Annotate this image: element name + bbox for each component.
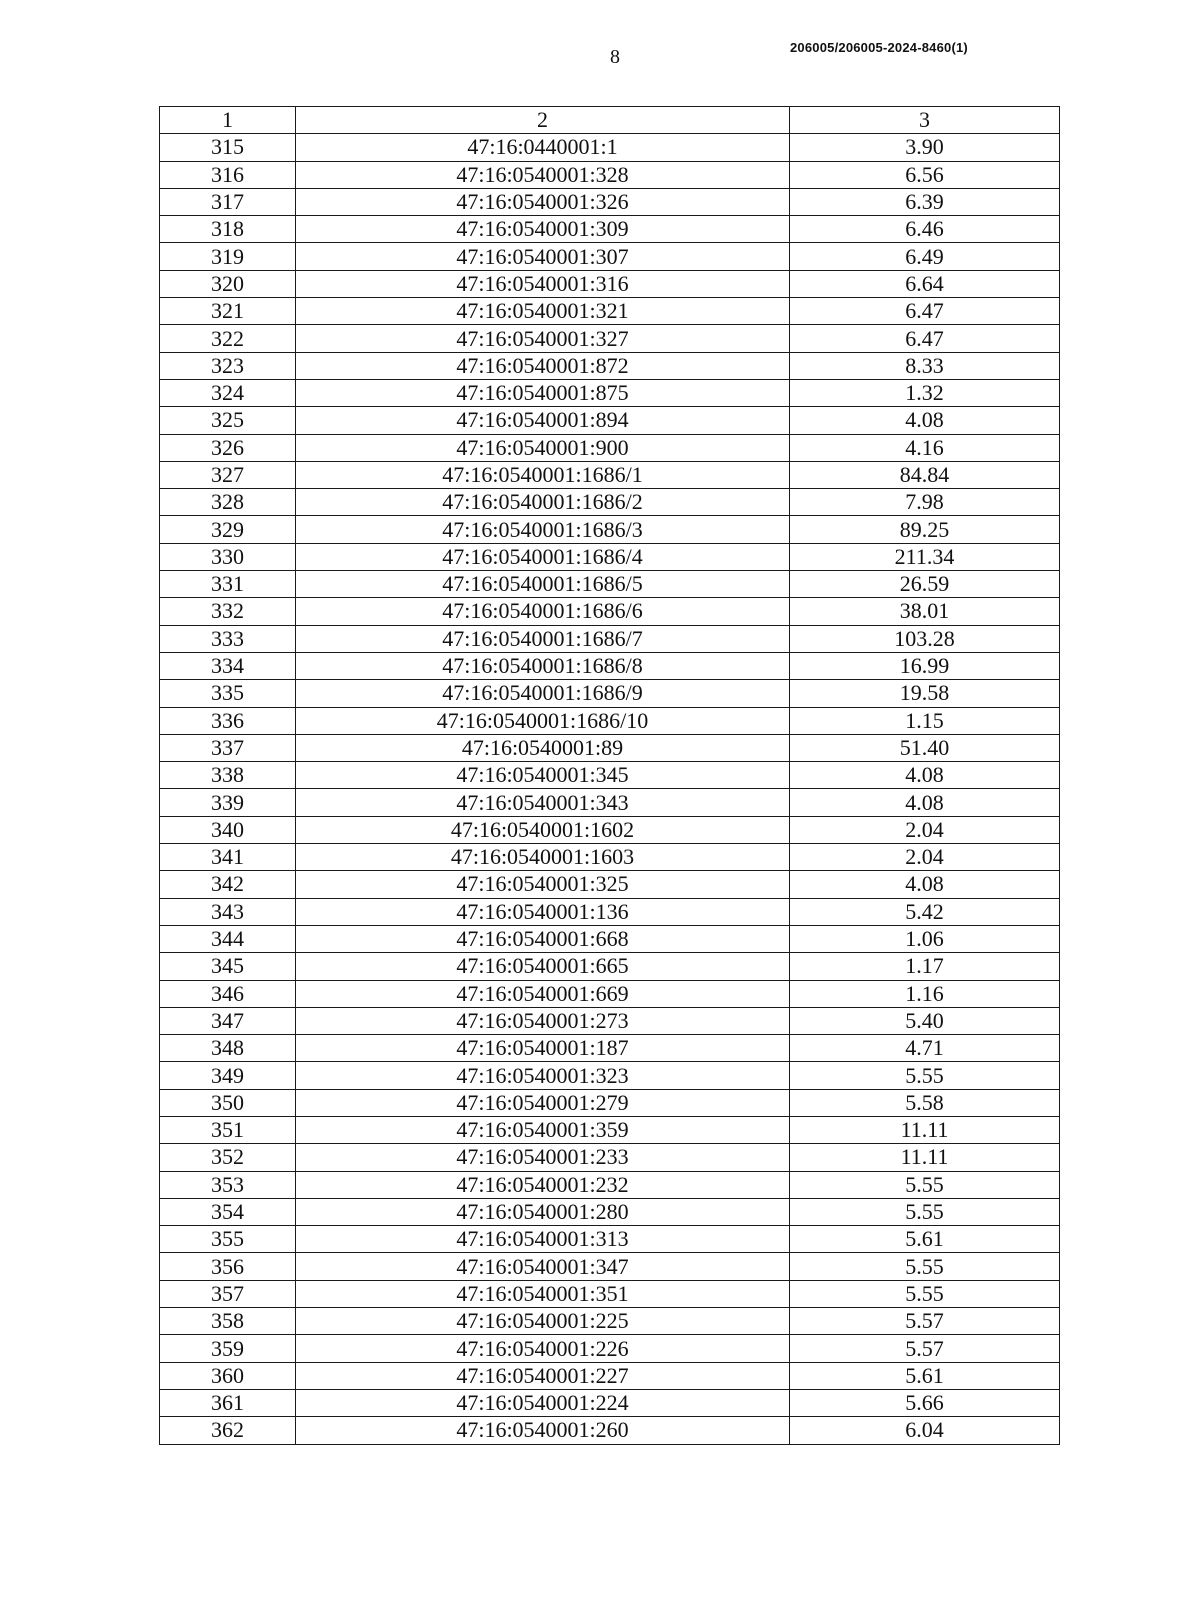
cadastral-number-cell: 47:16:0540001:1686/9 xyxy=(296,680,790,707)
row-number-cell: 317 xyxy=(160,188,296,215)
table-row xyxy=(160,707,1060,734)
cadastral-number-cell: 47:16:0540001:669 xyxy=(296,980,790,1007)
row-number-cell: 354 xyxy=(160,1198,296,1225)
row-number-cell: 319 xyxy=(160,243,296,270)
row-number-cell: 316 xyxy=(160,161,296,188)
table-row xyxy=(160,980,1060,1007)
row-number-cell: 350 xyxy=(160,1089,296,1116)
page-number: 8 xyxy=(610,46,620,68)
cadastral-number-cell: 47:16:0540001:327 xyxy=(296,325,790,352)
row-number-cell: 345 xyxy=(160,953,296,980)
cadastral-number-cell: 47:16:0540001:273 xyxy=(296,1007,790,1034)
table-row xyxy=(160,871,1060,898)
value-cell: 6.47 xyxy=(790,325,1060,352)
row-number-cell: 343 xyxy=(160,898,296,925)
cadastral-number-cell: 47:16:0540001:279 xyxy=(296,1089,790,1116)
value-cell: 6.47 xyxy=(790,298,1060,325)
table-row xyxy=(160,1335,1060,1362)
cadastral-number-cell: 47:16:0540001:321 xyxy=(296,298,790,325)
row-number-cell: 320 xyxy=(160,270,296,297)
row-number-cell: 323 xyxy=(160,352,296,379)
table-row xyxy=(160,461,1060,488)
table-row xyxy=(160,1198,1060,1225)
table-row xyxy=(160,379,1060,406)
value-cell: 2.04 xyxy=(790,844,1060,871)
cadastral-number-cell: 47:16:0540001:323 xyxy=(296,1062,790,1089)
table-row xyxy=(160,407,1060,434)
row-number-cell: 352 xyxy=(160,1144,296,1171)
table-row xyxy=(160,762,1060,789)
value-cell: 26.59 xyxy=(790,571,1060,598)
table-row xyxy=(160,1089,1060,1116)
table-body xyxy=(160,134,1060,1444)
value-cell: 5.61 xyxy=(790,1362,1060,1389)
row-number-cell: 326 xyxy=(160,434,296,461)
cadastral-number-cell: 47:16:0540001:1603 xyxy=(296,844,790,871)
cadastral-number-cell: 47:16:0540001:1686/10 xyxy=(296,707,790,734)
table-row xyxy=(160,571,1060,598)
value-cell: 5.55 xyxy=(790,1253,1060,1280)
value-cell: 6.56 xyxy=(790,161,1060,188)
value-cell: 4.08 xyxy=(790,871,1060,898)
cadastral-number-cell: 47:16:0540001:665 xyxy=(296,953,790,980)
table-row xyxy=(160,652,1060,679)
value-cell: 5.58 xyxy=(790,1089,1060,1116)
value-cell: 19.58 xyxy=(790,680,1060,707)
value-cell: 5.55 xyxy=(790,1198,1060,1225)
table-row xyxy=(160,680,1060,707)
table-row xyxy=(160,1362,1060,1389)
value-cell: 1.17 xyxy=(790,953,1060,980)
cadastral-number-cell: 47:16:0540001:1686/1 xyxy=(296,461,790,488)
table-header xyxy=(160,107,1060,134)
cadastral-number-cell: 47:16:0540001:260 xyxy=(296,1417,790,1444)
value-cell: 8.33 xyxy=(790,352,1060,379)
table-row xyxy=(160,1007,1060,1034)
cadastral-number-cell: 47:16:0540001:343 xyxy=(296,789,790,816)
row-number-cell: 341 xyxy=(160,844,296,871)
row-number-cell: 353 xyxy=(160,1171,296,1198)
value-cell: 5.55 xyxy=(790,1062,1060,1089)
table-row xyxy=(160,1280,1060,1307)
value-cell: 6.46 xyxy=(790,216,1060,243)
cadastral-number-cell: 47:16:0540001:313 xyxy=(296,1226,790,1253)
table-row xyxy=(160,434,1060,461)
cadastral-number-cell: 47:16:0540001:347 xyxy=(296,1253,790,1280)
row-number-cell: 334 xyxy=(160,652,296,679)
cadastral-number-cell: 47:16:0540001:309 xyxy=(296,216,790,243)
table-row xyxy=(160,625,1060,652)
column-header: 2 xyxy=(296,107,790,134)
column-header: 3 xyxy=(790,107,1060,134)
value-cell: 6.04 xyxy=(790,1417,1060,1444)
table-row xyxy=(160,1062,1060,1089)
row-number-cell: 349 xyxy=(160,1062,296,1089)
cadastral-number-cell: 47:16:0540001:351 xyxy=(296,1280,790,1307)
value-cell: 3.90 xyxy=(790,134,1060,161)
table-row xyxy=(160,1144,1060,1171)
row-number-cell: 322 xyxy=(160,325,296,352)
cadastral-number-cell: 47:16:0540001:1686/5 xyxy=(296,571,790,598)
cadastral-number-cell: 47:16:0540001:232 xyxy=(296,1171,790,1198)
table-row xyxy=(160,243,1060,270)
value-cell: 5.61 xyxy=(790,1226,1060,1253)
value-cell: 4.16 xyxy=(790,434,1060,461)
table-row xyxy=(160,543,1060,570)
cadastral-number-cell: 47:16:0540001:875 xyxy=(296,379,790,406)
table-row xyxy=(160,789,1060,816)
cadastral-number-cell: 47:16:0540001:227 xyxy=(296,1362,790,1389)
value-cell: 4.71 xyxy=(790,1035,1060,1062)
row-number-cell: 362 xyxy=(160,1417,296,1444)
value-cell: 51.40 xyxy=(790,734,1060,761)
value-cell: 89.25 xyxy=(790,516,1060,543)
cadastral-number-cell: 47:16:0540001:136 xyxy=(296,898,790,925)
table-row xyxy=(160,188,1060,215)
table-row xyxy=(160,898,1060,925)
table-row xyxy=(160,216,1060,243)
table-row xyxy=(160,1035,1060,1062)
row-number-cell: 342 xyxy=(160,871,296,898)
row-number-cell: 347 xyxy=(160,1007,296,1034)
table-row xyxy=(160,953,1060,980)
row-number-cell: 318 xyxy=(160,216,296,243)
value-cell: 1.32 xyxy=(790,379,1060,406)
cadastral-number-cell: 47:16:0540001:316 xyxy=(296,270,790,297)
cadastral-number-cell: 47:16:0540001:894 xyxy=(296,407,790,434)
table-row xyxy=(160,816,1060,843)
row-number-cell: 357 xyxy=(160,1280,296,1307)
value-cell: 38.01 xyxy=(790,598,1060,625)
value-cell: 2.04 xyxy=(790,816,1060,843)
table-row xyxy=(160,844,1060,871)
value-cell: 16.99 xyxy=(790,652,1060,679)
cadastral-number-cell: 47:16:0540001:1686/8 xyxy=(296,652,790,679)
table-row xyxy=(160,325,1060,352)
document-reference: 206005/206005-2024-8460(1) xyxy=(790,40,968,55)
row-number-cell: 351 xyxy=(160,1116,296,1143)
cadastral-number-cell: 47:16:0540001:226 xyxy=(296,1335,790,1362)
row-number-cell: 333 xyxy=(160,625,296,652)
value-cell: 7.98 xyxy=(790,489,1060,516)
cadastral-number-cell: 47:16:0540001:900 xyxy=(296,434,790,461)
row-number-cell: 339 xyxy=(160,789,296,816)
cadastral-number-cell: 47:16:0540001:307 xyxy=(296,243,790,270)
value-cell: 211.34 xyxy=(790,543,1060,570)
table-row xyxy=(160,352,1060,379)
cadastral-number-cell: 47:16:0540001:187 xyxy=(296,1035,790,1062)
cadastral-number-cell: 47:16:0540001:89 xyxy=(296,734,790,761)
cadastral-number-cell: 47:16:0540001:668 xyxy=(296,925,790,952)
table-row xyxy=(160,598,1060,625)
value-cell: 5.55 xyxy=(790,1280,1060,1307)
row-number-cell: 348 xyxy=(160,1035,296,1062)
row-number-cell: 361 xyxy=(160,1389,296,1416)
row-number-cell: 324 xyxy=(160,379,296,406)
cadastral-number-cell: 47:16:0540001:233 xyxy=(296,1144,790,1171)
table-row xyxy=(160,161,1060,188)
value-cell: 5.57 xyxy=(790,1308,1060,1335)
cadastral-number-cell: 47:16:0540001:1686/2 xyxy=(296,489,790,516)
row-number-cell: 337 xyxy=(160,734,296,761)
header-row xyxy=(160,107,1060,134)
table-row xyxy=(160,1417,1060,1444)
cadastral-number-cell: 47:16:0540001:359 xyxy=(296,1116,790,1143)
row-number-cell: 335 xyxy=(160,680,296,707)
value-cell: 4.08 xyxy=(790,762,1060,789)
table-row xyxy=(160,1116,1060,1143)
cadastral-number-cell: 47:16:0540001:280 xyxy=(296,1198,790,1225)
table-row xyxy=(160,516,1060,543)
row-number-cell: 327 xyxy=(160,461,296,488)
parcel-table xyxy=(159,106,1060,1445)
table-row xyxy=(160,1171,1060,1198)
cadastral-number-cell: 47:16:0440001:1 xyxy=(296,134,790,161)
value-cell: 5.57 xyxy=(790,1335,1060,1362)
row-number-cell: 344 xyxy=(160,925,296,952)
row-number-cell: 325 xyxy=(160,407,296,434)
cadastral-number-cell: 47:16:0540001:1686/4 xyxy=(296,543,790,570)
row-number-cell: 340 xyxy=(160,816,296,843)
table-row xyxy=(160,1308,1060,1335)
value-cell: 6.49 xyxy=(790,243,1060,270)
value-cell: 1.15 xyxy=(790,707,1060,734)
value-cell: 1.16 xyxy=(790,980,1060,1007)
row-number-cell: 332 xyxy=(160,598,296,625)
value-cell: 11.11 xyxy=(790,1144,1060,1171)
row-number-cell: 356 xyxy=(160,1253,296,1280)
value-cell: 84.84 xyxy=(790,461,1060,488)
value-cell: 4.08 xyxy=(790,789,1060,816)
table-row xyxy=(160,489,1060,516)
table-row xyxy=(160,1253,1060,1280)
row-number-cell: 359 xyxy=(160,1335,296,1362)
row-number-cell: 336 xyxy=(160,707,296,734)
table-row xyxy=(160,925,1060,952)
row-number-cell: 360 xyxy=(160,1362,296,1389)
value-cell: 5.42 xyxy=(790,898,1060,925)
row-number-cell: 315 xyxy=(160,134,296,161)
value-cell: 6.39 xyxy=(790,188,1060,215)
value-cell: 5.40 xyxy=(790,1007,1060,1034)
table-row xyxy=(160,734,1060,761)
cadastral-number-cell: 47:16:0540001:1686/6 xyxy=(296,598,790,625)
value-cell: 4.08 xyxy=(790,407,1060,434)
table-row xyxy=(160,1226,1060,1253)
value-cell: 5.55 xyxy=(790,1171,1060,1198)
cadastral-number-cell: 47:16:0540001:345 xyxy=(296,762,790,789)
value-cell: 103.28 xyxy=(790,625,1060,652)
cadastral-number-cell: 47:16:0540001:1686/7 xyxy=(296,625,790,652)
cadastral-number-cell: 47:16:0540001:325 xyxy=(296,871,790,898)
value-cell: 5.66 xyxy=(790,1389,1060,1416)
cadastral-number-cell: 47:16:0540001:872 xyxy=(296,352,790,379)
column-header: 1 xyxy=(160,107,296,134)
cadastral-number-cell: 47:16:0540001:224 xyxy=(296,1389,790,1416)
row-number-cell: 328 xyxy=(160,489,296,516)
cadastral-number-cell: 47:16:0540001:1602 xyxy=(296,816,790,843)
cadastral-number-cell: 47:16:0540001:1686/3 xyxy=(296,516,790,543)
value-cell: 1.06 xyxy=(790,925,1060,952)
row-number-cell: 329 xyxy=(160,516,296,543)
row-number-cell: 321 xyxy=(160,298,296,325)
cadastral-number-cell: 47:16:0540001:225 xyxy=(296,1308,790,1335)
value-cell: 6.64 xyxy=(790,270,1060,297)
row-number-cell: 346 xyxy=(160,980,296,1007)
table-row xyxy=(160,1389,1060,1416)
row-number-cell: 338 xyxy=(160,762,296,789)
table-row xyxy=(160,134,1060,161)
row-number-cell: 358 xyxy=(160,1308,296,1335)
row-number-cell: 330 xyxy=(160,543,296,570)
value-cell: 11.11 xyxy=(790,1116,1060,1143)
row-number-cell: 355 xyxy=(160,1226,296,1253)
row-number-cell: 331 xyxy=(160,571,296,598)
cadastral-number-cell: 47:16:0540001:326 xyxy=(296,188,790,215)
cadastral-number-cell: 47:16:0540001:328 xyxy=(296,161,790,188)
table-row xyxy=(160,270,1060,297)
table-row xyxy=(160,298,1060,325)
